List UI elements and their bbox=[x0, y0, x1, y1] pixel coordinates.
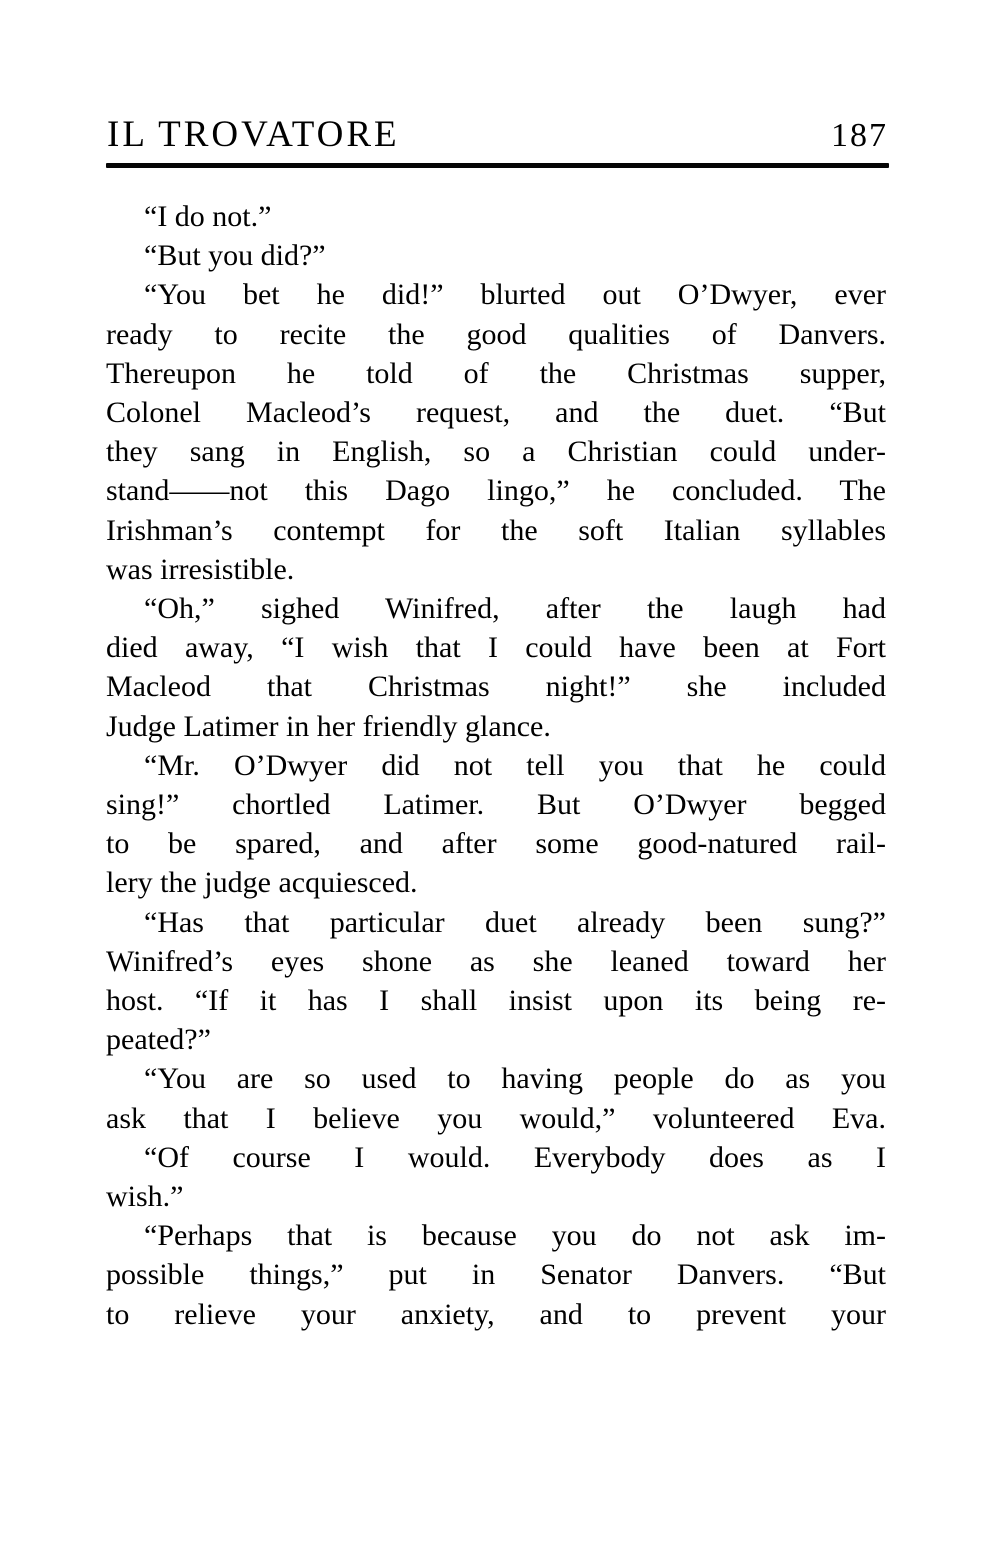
text-line: Thereupon he told of the Christmas supper, bbox=[106, 356, 886, 390]
text-line: Colonel Macleod’s request, and the duet. “But bbox=[106, 396, 886, 430]
text-line: Judge Latimer in her friendly glance. bbox=[106, 709, 551, 743]
body-text bbox=[106, 197, 886, 1334]
text-line: ready to recite the good qualities of Danvers. bbox=[106, 317, 886, 351]
text-line: “You are so used to having people do as you bbox=[144, 1062, 886, 1096]
paragraph bbox=[106, 275, 886, 589]
text-line: “Of course I would. Everybody does as I bbox=[144, 1140, 886, 1174]
text-line: “You bet he did!” blurted out O’Dwyer, ever bbox=[144, 278, 886, 312]
paragraph bbox=[106, 1216, 886, 1334]
paragraph bbox=[106, 1138, 886, 1216]
text-line: ask that I believe you would,” volunteered Eva. bbox=[106, 1101, 886, 1135]
text-line: possible things,” put in Senator Danvers. “But bbox=[106, 1258, 886, 1292]
text-line: peated?” bbox=[106, 1023, 211, 1057]
text-line: “I do not.” bbox=[144, 200, 272, 233]
text-line: “But you did?” bbox=[144, 239, 326, 273]
paragraph bbox=[106, 746, 886, 903]
page-header bbox=[107, 113, 888, 156]
text-line: wish.” bbox=[106, 1180, 184, 1214]
text-line: Irishman’s contempt for the soft Italian syllables bbox=[106, 513, 886, 547]
text-line: lery the judge acquiesced. bbox=[106, 866, 418, 900]
text-line: Macleod that Christmas night!” she included bbox=[106, 670, 886, 704]
text-line: “Perhaps that is because you do not ask im- bbox=[144, 1219, 886, 1253]
text-line: was irresistible. bbox=[106, 552, 295, 586]
text-line: to be spared, and after some good-natured rail- bbox=[106, 827, 886, 861]
text-line: to relieve your anxiety, and to prevent your bbox=[106, 1297, 886, 1331]
paragraph bbox=[106, 903, 886, 1060]
paragraph bbox=[106, 236, 886, 275]
header-rule bbox=[106, 163, 889, 168]
text-line: died away, “I wish that I could have been at Fort bbox=[106, 631, 886, 665]
text-line: “Oh,” sighed Winifred, after the laugh had bbox=[144, 592, 886, 626]
text-line: “Mr. O’Dwyer did not tell you that he could bbox=[144, 748, 886, 782]
paragraph bbox=[106, 1059, 886, 1137]
text-line: Winifred’s eyes shone as she leaned toward her bbox=[106, 944, 886, 978]
text-line: sing!” chortled Latimer. But O’Dwyer begged bbox=[106, 788, 886, 822]
text-line: host. “If it has I shall insist upon its being re- bbox=[106, 984, 886, 1018]
paragraph bbox=[106, 589, 886, 746]
text-line: “Has that particular duet already been sung?” bbox=[144, 905, 886, 939]
text-line: they sang in English, so a Christian could under- bbox=[106, 435, 886, 469]
paragraph bbox=[106, 197, 886, 236]
running-title: IL TROVATORE bbox=[107, 114, 400, 155]
page-number: 187 bbox=[831, 117, 888, 154]
text-line: stand——not this Dago lingo,” he concluded. The bbox=[106, 474, 886, 508]
